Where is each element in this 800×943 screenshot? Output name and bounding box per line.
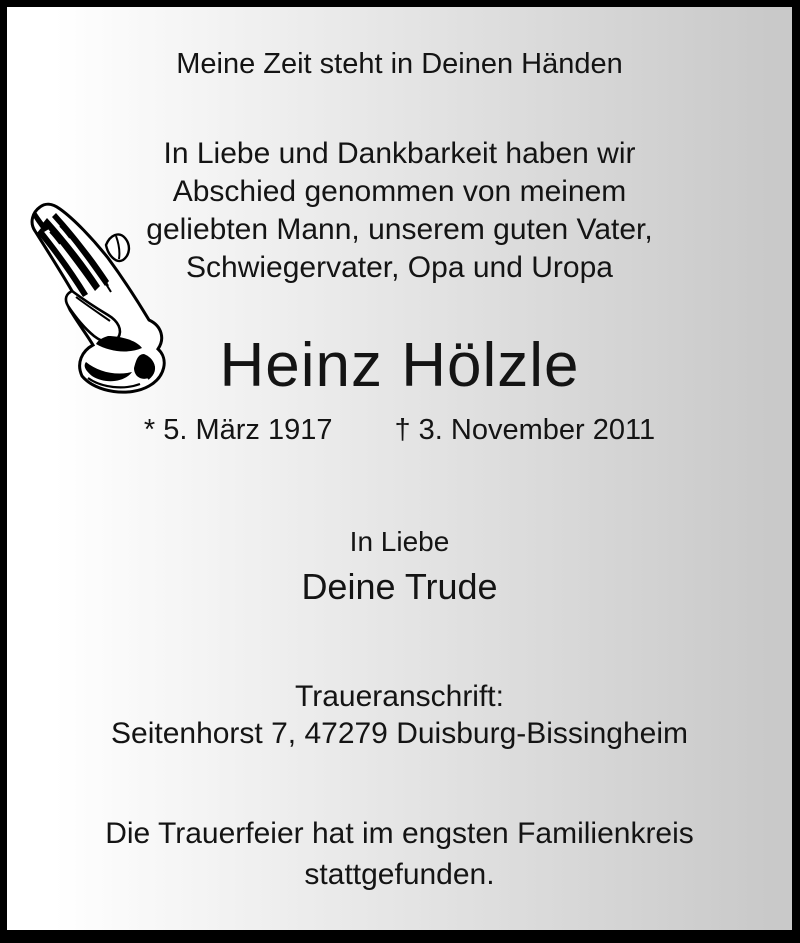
farewell-intro: In Liebe [349,526,450,557]
mourning-address [7,678,792,752]
intro-line: geliebten Mann, unserem guten Vater, [146,213,653,246]
deceased-name: Heinz Hölzle [219,331,580,400]
closing-line: Die Trauerfeier hat im engsten Familienkreis [105,817,694,850]
intro-line: In Liebe und Dankbarkeit haben wir [163,137,636,170]
address-line: Seitenhorst 7, 47279 Duisburg-Bissingheim [111,717,688,750]
intro-line: Schwiegervater, Opa und Uropa [186,251,613,284]
intro-line: Abschied genommen von meinem [172,175,627,208]
life-dates [7,412,792,448]
closing-line: stattgefunden. [304,858,495,891]
death-date: † 3. November 2011 [394,414,656,446]
address-label: Traueranschrift: [295,680,504,713]
mourner-name: Deine Trude [301,566,498,607]
opening-line: Meine Zeit steht in Deinen Händen [176,48,623,80]
notice-background [7,7,792,930]
closing-paragraph [7,813,792,895]
birth-date: * 5. März 1917 [143,414,333,446]
